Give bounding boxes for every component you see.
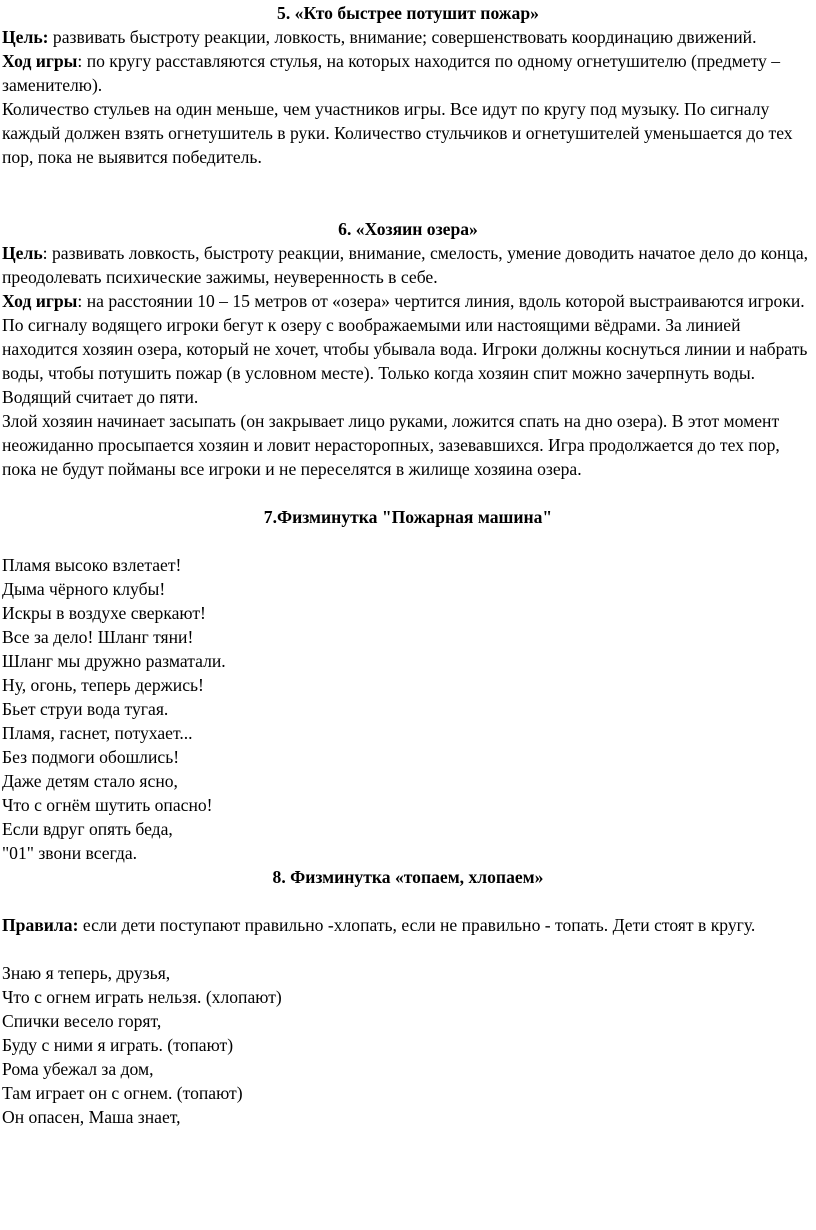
poem-line: Шланг мы дружно разматали. xyxy=(2,651,226,671)
poem-line: Все за дело! Шланг тяни! xyxy=(2,627,194,647)
poem-line: Пламя, гаснет, потухает... xyxy=(2,723,193,743)
section-6-paragraph-1: Водящий считает до пяти. xyxy=(2,387,199,407)
poem-line: Буду с ними я играть. (топают) xyxy=(2,1035,234,1055)
poem-line: Ну, огонь, теперь держись! xyxy=(2,675,204,695)
poem-line: Искры в воздухе сверкают! xyxy=(2,603,206,623)
section-8-poem xyxy=(2,961,814,1129)
poem-line: Что с огнем играть нельзя. (хлопают) xyxy=(2,987,282,1007)
section-7-title: 7.Физминутка "Пожарная машина" xyxy=(263,507,553,527)
poem-line: Даже детям стало ясно, xyxy=(2,771,178,791)
poem-line: Пламя высоко взлетает! xyxy=(2,555,182,575)
goal-label: Цель xyxy=(2,243,43,263)
section-5-goal xyxy=(2,25,814,49)
poem-line: Он опасен, Маша знает, xyxy=(2,1107,181,1127)
poem-line: Там играет он с огнем. (топают) xyxy=(2,1083,243,1103)
poem-line: Рома убежал за дом, xyxy=(2,1059,154,1079)
poem-line: Спички весело горят, xyxy=(2,1011,162,1031)
goal-label: Цель: xyxy=(2,27,49,47)
goal-text: развивать быстроту реакции, ловкость, внимание; совершенствовать координацию движений. xyxy=(48,27,757,47)
rules-text: если дети поступают правильно -хлопать, если не правильно - топать. Дети стоят в кругу. xyxy=(78,915,756,935)
poem-line: Если вдруг опять беда, xyxy=(2,819,173,839)
rules-label: Правила: xyxy=(2,915,79,935)
section-6-title: 6. «Хозяин озера» xyxy=(338,219,478,239)
section-6-goal xyxy=(2,241,814,289)
spacer xyxy=(2,529,814,553)
course-text: : по кругу расставляются стулья, на которых находится по одному огнетушителю (предмету – заменителю). xyxy=(2,51,781,95)
section-5-paragraph: Количество стульев на один меньше, чем участников игры. Все идут по кругу под музыку. По сигналу каждый должен взять огнетушитель в руки. Количество стульчиков и огнетушителей уменьшается до тех пор, пока не выявится победитель. xyxy=(2,99,793,167)
course-label: Ход игры xyxy=(2,291,78,311)
spacer xyxy=(2,937,814,961)
spacer xyxy=(2,169,814,217)
section-6-paragraph-2: Злой хозяин начинает засыпать (он закрывает лицо руками, ложится спать на дно озера). В этот момент неожиданно просыпается хозяин и ловит нерасторопных, зазевавшихся. Игра продолжается до тех пор, пока не будут пойманы все игроки и не переселятся в жилище хозяина озера. xyxy=(2,411,780,479)
course-label: Ход игры xyxy=(2,51,78,71)
poem-line: "01" звони всегда. xyxy=(2,843,138,863)
poem-line: Без подмоги обошлись! xyxy=(2,747,180,767)
section-6-course xyxy=(2,289,814,385)
poem-line: Бьет струи вода тугая. xyxy=(2,699,169,719)
poem-line: Что с огнём шутить опасно! xyxy=(2,795,213,815)
section-5-course xyxy=(2,49,814,97)
section-7-poem xyxy=(2,553,814,865)
goal-text: : развивать ловкость, быстроту реакции, внимание, смелость, умение доводить начатое дело до конца, преодолевать психические зажимы, неуверенность в себе. xyxy=(2,243,809,287)
spacer xyxy=(2,481,814,505)
poem-line: Дыма чёрного клубы! xyxy=(2,579,166,599)
section-8-rules xyxy=(2,913,814,937)
section-8-title: 8. Физминутка «топаем, хлопаем» xyxy=(272,867,544,887)
poem-line: Знаю я теперь, друзья, xyxy=(2,963,171,983)
course-text: : на расстоянии 10 – 15 метров от «озера» чертится линия, вдоль которой выстраиваются игроки. По сигналу водящего игроки бегут к озеру с воображаемыми или настоящими вёдрами. За линией находится хозяин озера, который не хочет, чтобы убывала вода. Игроки должны коснуться линии и набрать воды, чтобы потушить пожар (в условном месте). Только когда хозяин спит можно зачерпнуть воды. xyxy=(2,291,808,383)
spacer xyxy=(2,889,814,913)
section-5-title: 5. «Кто быстрее потушит пожар» xyxy=(277,3,539,23)
